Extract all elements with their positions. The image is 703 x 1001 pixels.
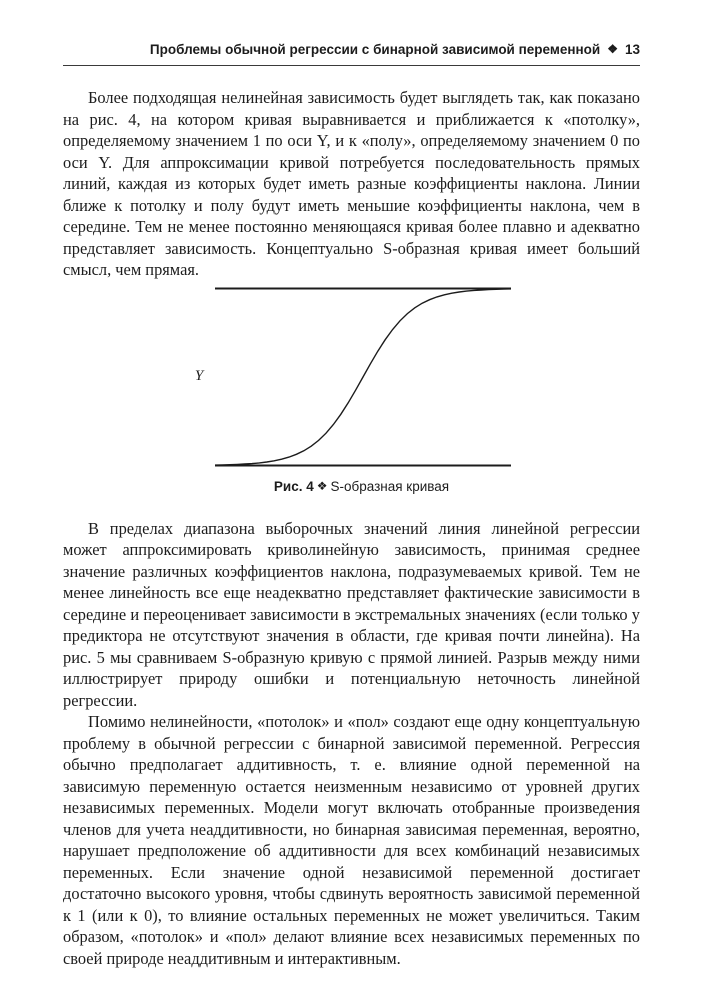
diamond-icon: ❖ — [316, 478, 328, 493]
figure-caption — [63, 479, 640, 494]
paragraph-1: Более подходящая нелинейная зависимость будет выглядеть так, как показано на рис. 4, на котором кривая выравнивается и приближается к «потолку», определяемому значением 1 по оси Y, и к «полу», определяемому значением 0 по оси Y. Для аппроксимации кривой потребуется последовательность прямых линий, каждая из которых будет иметь разные коэффициенты наклона. Линии ближе к потолку и полу будут иметь меньшие коэффициенты наклона, чем в середине. Тем не менее постоянно меняющаяся кривая более плавно и адекватно представляет зависимость. Концептуально S-образная кривая имеет больший смысл, чем прямая. — [63, 88, 640, 279]
diamond-icon: ❖ — [607, 42, 618, 56]
figure-4 — [63, 287, 640, 494]
paragraph-3: Помимо нелинейности, «потолок» и «пол» создают еще одну концептуальную проблему в обычной регрессии с бинарной зависимой переменной. Регрессия обычно предполагает аддитивность, т. е. влияние одной переменной на зависимую переменную остается неизменным независимо от уровней других независимых переменных. Модели могут включать отобранные произведения членов для учета неаддитивности, но бинарная зависимая переменная, вероятно, нарушает предположение об аддитивности для всех комбинаций независимых переменных. Если значение одной независимой переменной достигает достаточно высокого уровня, чтобы сдвинуть вероятность зависимой переменной к 1 (или к 0), то влияние остальных переменных не может увеличиться. Таким образом, «потолок» и «пол» делают влияние всех независимых переменных по своей природе неаддитивным и интерактивным. — [63, 712, 640, 968]
sigmoid-curve-chart — [215, 287, 511, 467]
header-rule — [63, 65, 640, 66]
plot-area — [193, 287, 511, 467]
y-axis-label: Y — [194, 368, 204, 384]
figure-caption-label: Рис. 4 — [273, 478, 314, 494]
s-curve — [215, 288, 511, 464]
running-head-title: Проблемы обычной регрессии с бинарной зависимой переменной — [149, 42, 601, 57]
running-head — [63, 42, 640, 65]
paragraph-2: В пределах диапазона выборочных значений линия линейной регрессии может аппроксимировать криволинейную зависимость, принимая среднее значение различных коэффициентов наклона, подразумеваемых кривой. Тем не менее линейность все еще неадекватно представляет фактические зависимости в середине и переоценивает зависимости в экстремальных значениях (если только у предиктора не отсутствуют значения в области, где кривая почти линейна). На рис. 5 мы сравниваем S-образную кривую с прямой линией. Разрыв между ними иллюстрирует природу ошибки и потенциальную неточность линейной регрессии. — [63, 518, 640, 710]
page-number: 13 — [624, 42, 640, 57]
figure-caption-text: S-образная кривая — [330, 478, 450, 494]
